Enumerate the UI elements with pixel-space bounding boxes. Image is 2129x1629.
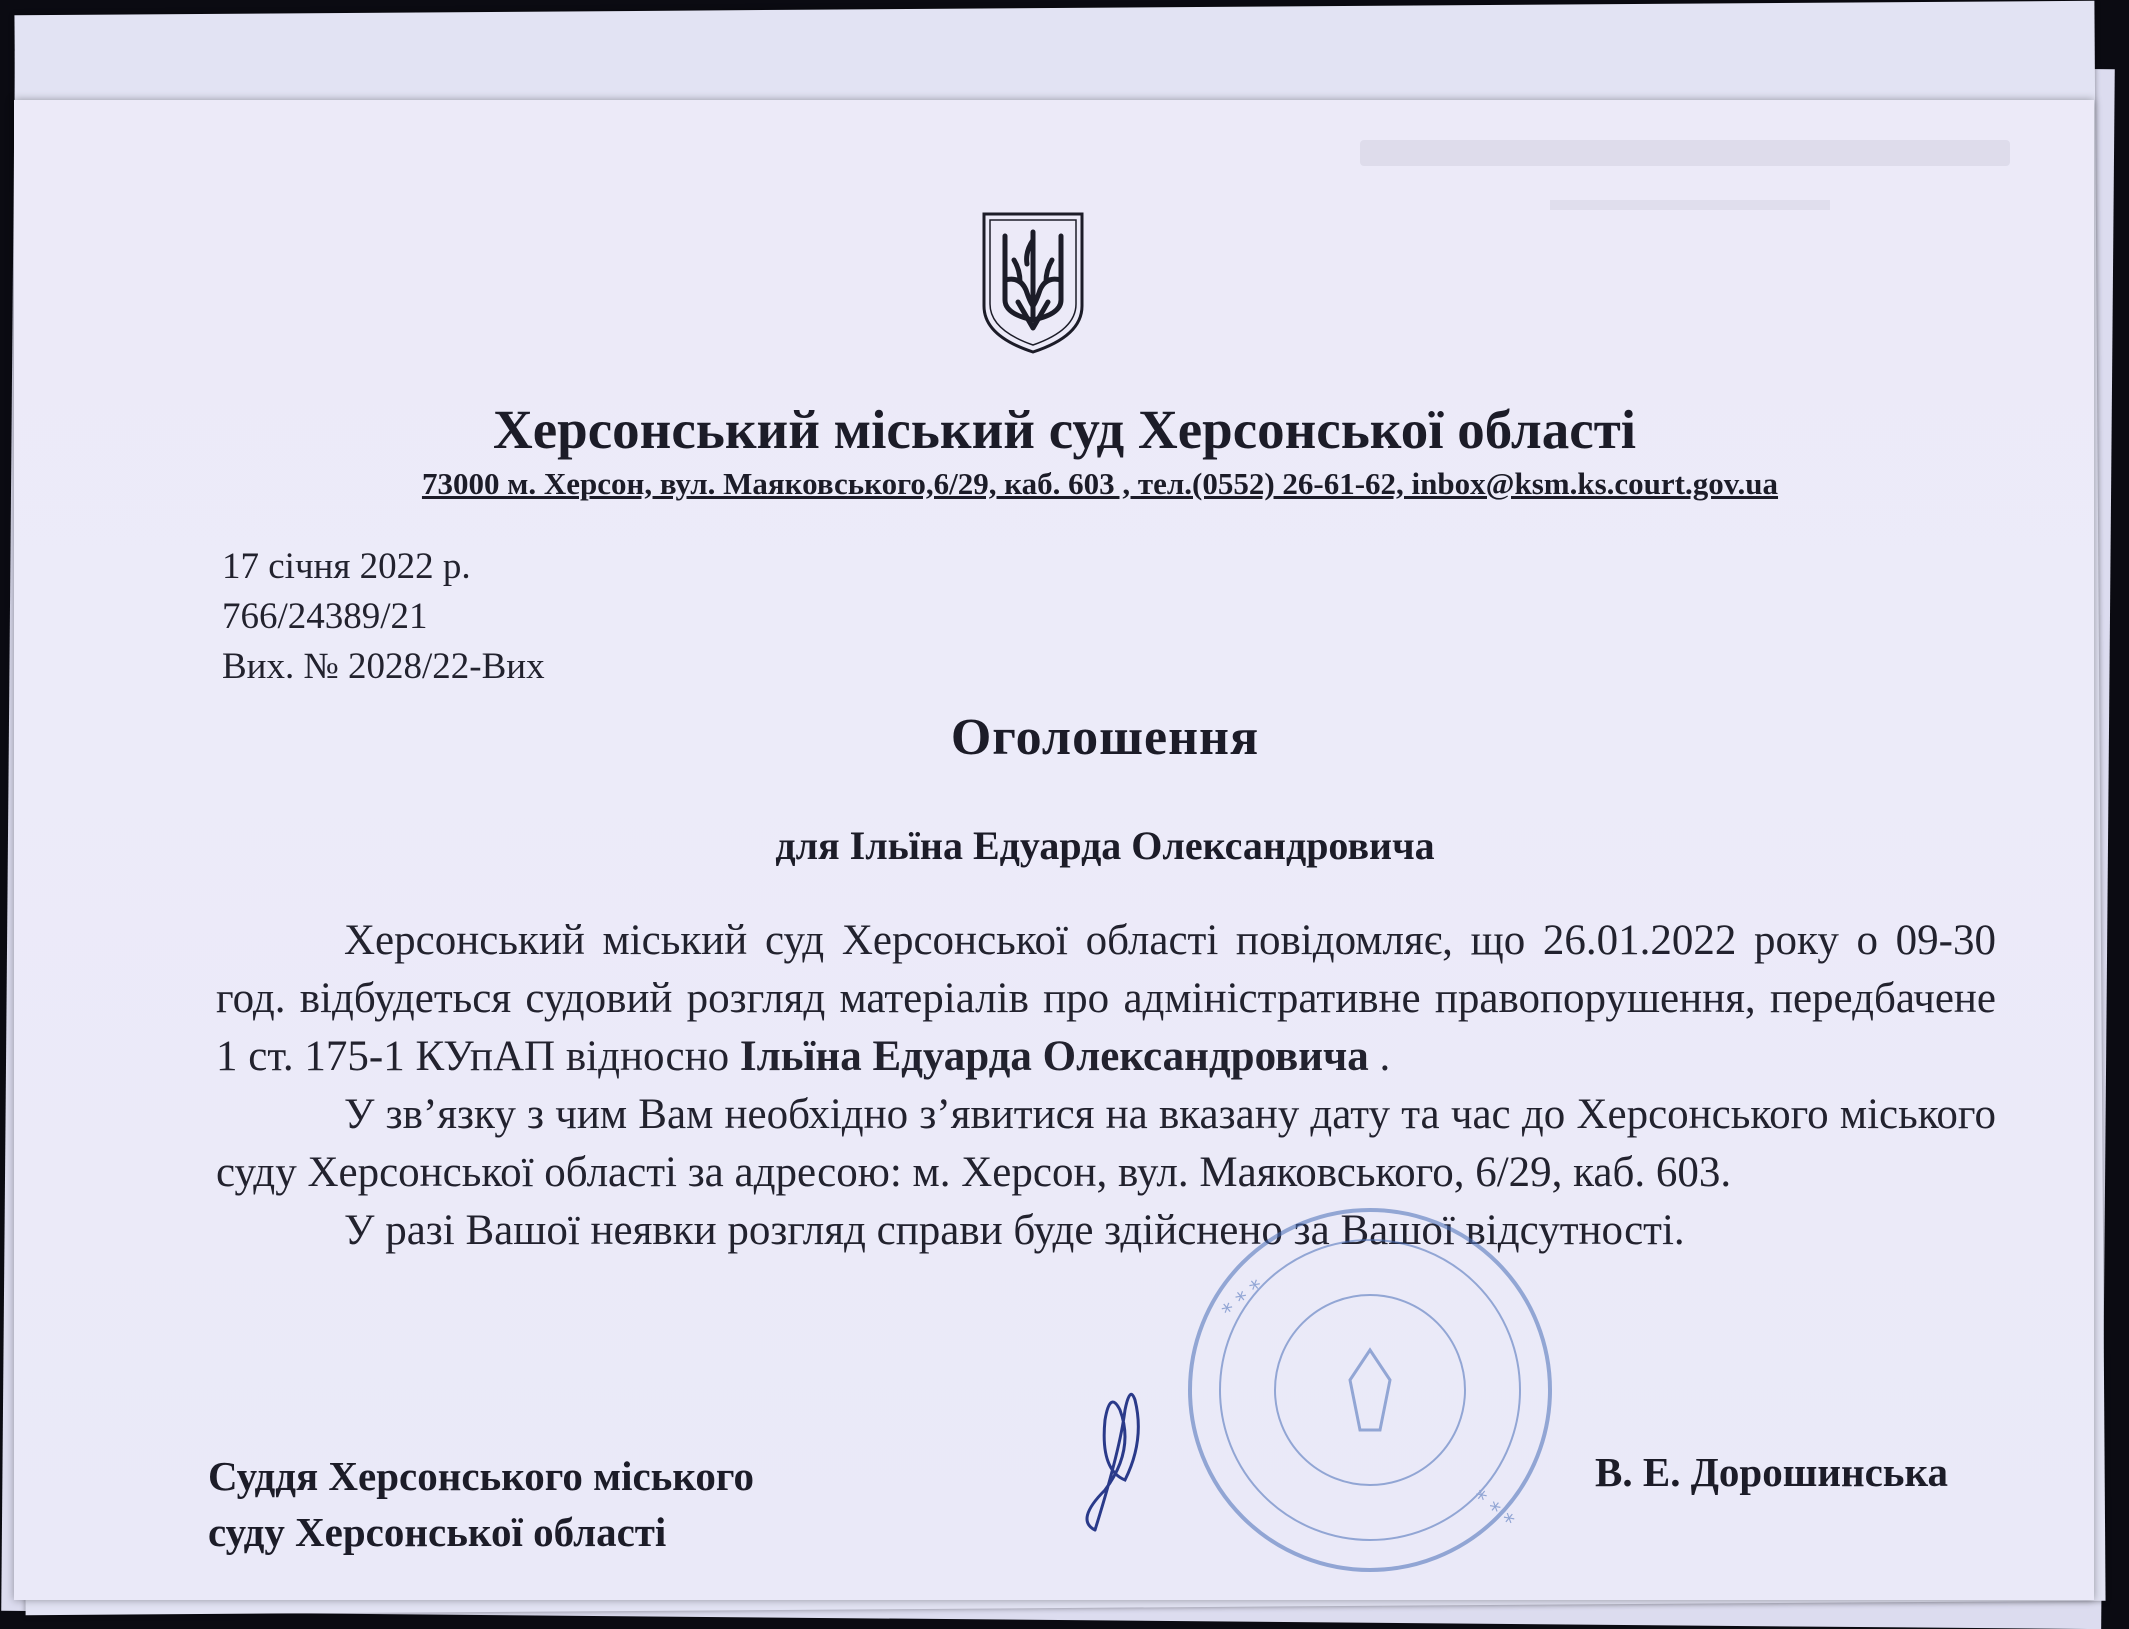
coat-of-arms-icon (980, 210, 1086, 356)
document-date: 17 січня 2022 р. (222, 546, 471, 587)
paragraph-absence: У разі Вашої неявки розгляд справи буде здійснено за Вашої відсутності. (344, 1207, 1685, 1254)
judge-title (208, 1448, 754, 1560)
paragraph-appearance: У зв’язку з чим Вам необхідно з’явитися на вказану дату та час до Херсонського міського суду Херсонської області за адресою: м. Херсон, вул. Маяковського, 6/29, каб. 603. (216, 1091, 1996, 1196)
paragraph-hearing (216, 912, 1996, 1086)
judge-title-line2: суду Херсонської області (208, 1509, 667, 1555)
svg-text:* * *: * * * (1217, 1275, 1270, 1325)
paragraph-hearing-text: Херсонський міський суд Херсонської області повідомляє, що 26.01.2022 року о 09-30 год. відбудеться судовий розгляд матеріалів про адміністративне правопорушення, передбачене 1 ст. 175-1 КУпАП відносно (216, 917, 1996, 1080)
case-number: 766/24389/21 (222, 596, 428, 637)
notice-title: Оголошення (950, 709, 1260, 766)
svg-text:* * *: * * * (1466, 1485, 1519, 1535)
judge-title-line1: Суддя Херсонського міського (208, 1453, 755, 1499)
outgoing-number: Вих. № 2028/22-Вих (222, 646, 545, 687)
signature-icon (1065, 1380, 1175, 1540)
notice-addressee: для Ільїна Едуарда Олександровича (775, 823, 1435, 868)
bleed-through-text (1360, 140, 2010, 166)
court-name-heading: Херсонський міський суд Херсонської області (493, 399, 1636, 460)
court-address: 73000 м. Херсон, вул. Маяковського,6/29, каб. 603 , тел.(0552) 26-61-62, inbox@ksm.ks.court.gov.ua (421, 466, 1779, 501)
court-stamp-icon (1170, 1200, 1570, 1580)
bleed-through-text-2 (1550, 200, 1830, 210)
notice-body (216, 912, 1996, 1260)
document-meta (222, 542, 545, 692)
paragraph-hearing-end: . (1368, 1033, 1391, 1080)
judge-name: В. Е. Дорошинська (1595, 1449, 1948, 1495)
defendant-name: Ільїна Едуарда Олександровича (739, 1033, 1369, 1080)
